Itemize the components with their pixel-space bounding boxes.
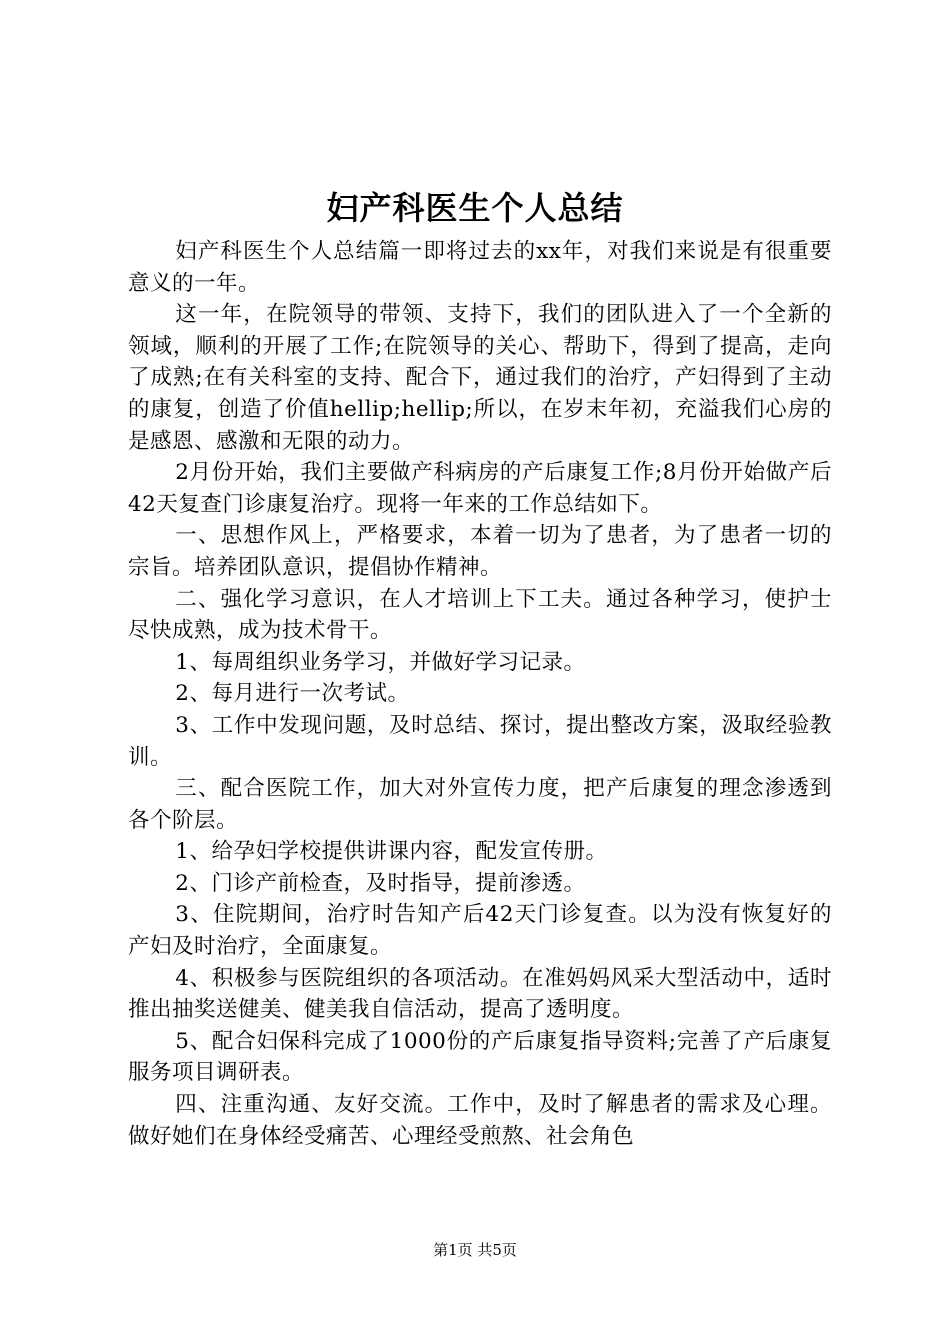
paragraph: 5、配合妇保科完成了1000份的产后康复指导资料;完善了产后康复服务项目调研表。 [128, 1028, 832, 1086]
document-body [128, 236, 832, 1152]
paragraph: 三、配合医院工作，加大对外宣传力度，把产后康复的理念渗透到各个阶层。 [128, 776, 832, 833]
paragraph: 2月份开始，我们主要做产科病房的产后康复工作;8月份开始做产后42天复查门诊康复治疗。现将一年来的工作总结如下。 [128, 460, 832, 517]
paragraph: 这一年，在院领导的带领、支持下，我们的团队进入了一个全新的领域，顺利的开展了工作;在院领导的关心、帮助下，得到了提高，走向了成熟;在有关科室的支持、配合下，通过我们的治疗，产妇得到了主动的康复，创造了价值hellip;hellip;所以，在岁末年初，充溢我们心房的是感恩、感激和无限的动力。 [128, 302, 832, 454]
paragraph: 1、给孕妇学校提供讲课内容，配发宣传册。 [175, 839, 608, 865]
document-title: 妇产科医生个人总结 [326, 189, 624, 227]
page-number-footer: 第1页 共5页 [433, 1241, 517, 1259]
paragraph: 1、每周组织业务学习，并做好学习记录。 [175, 649, 586, 675]
paragraph: 妇产科医生个人总结篇一即将过去的xx年，对我们来说是有很重要意义的一年。 [128, 239, 832, 296]
paragraph: 2、门诊产前检查，及时指导，提前渗透。 [175, 870, 586, 896]
paragraph: 4、积极参与医院组织的各项活动。在准妈妈风采大型活动中，适时推出抽奖送健美、健美我自信活动，提高了透明度。 [128, 965, 832, 1023]
paragraph: 四、注重沟通、友好交流。工作中，及时了解患者的需求及心理。做好她们在身体经受痛苦、心理经受煎熬、社会角色 [128, 1092, 832, 1149]
paragraph: 二、强化学习意识，在人才培训上下工夫。通过各种学习，使护士尽快成熟，成为技术骨干。 [128, 586, 832, 644]
paragraph: 一、思想作风上，严格要求，本着一切为了患者，为了患者一切的宗旨。培养团队意识，提倡协作精神。 [128, 523, 832, 580]
paragraph: 3、工作中发现问题，及时总结、探讨，提出整改方案，汲取经验教训。 [128, 712, 832, 770]
paragraph: 2、每月进行一次考试。 [175, 681, 410, 707]
paragraph: 3、住院期间，治疗时告知产后42天门诊复查。以为没有恢复好的产妇及时治疗，全面康复。 [128, 902, 832, 960]
